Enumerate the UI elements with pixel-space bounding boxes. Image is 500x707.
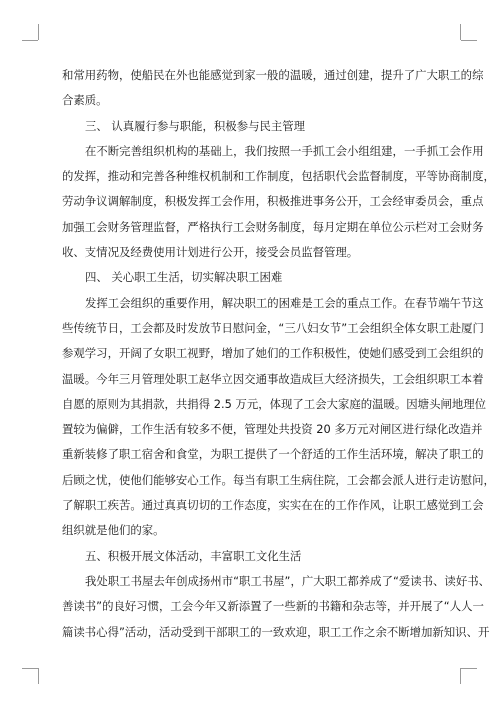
body-text-line: 温暖。今年三月管理处职工赵华立因交通事故造成巨大经济损失，工会组织职工本着	[62, 371, 484, 386]
body-text-line: 些传统节日，工会都及时发放节日慰问金，“三八妇女节”工会组织全体女职工赴厦门	[62, 320, 484, 335]
body-text-line: 了解职工疾苦。通过真真切切的工作态度，实实在在的工作作风，让职工感觉到工会	[62, 498, 484, 513]
body-text-line: 劳动争议调解制度，积极发挥工会作用，积极推进事务公开，工会经审委员会，重点	[62, 194, 484, 209]
body-text-line: 和常用药物，使船民在外也能感觉到家一般的温暖，通过创建，提升了广大职工的综	[62, 68, 484, 82]
body-text-line: 自愿的原则为其捐款，共捐得 2.5 万元，体现了工会大家庭的温暖。因塘头闸地理位	[62, 396, 487, 411]
crop-mark-top-left-vertical	[38, 24, 39, 40]
body-text-line: 重新装修了职工宿舍和食堂，为职工提供了一个舒适的工作生活环境，解决了职工的	[62, 447, 484, 462]
body-text-line: 篇读书心得”活动，活动受到干部职工的一致欢迎，职工工作之余不断增加新知识、开	[62, 624, 490, 639]
section-heading: 三、 认真履行参与职能，积极参与民主管理	[85, 118, 306, 133]
body-text-line: 收、支情况及经费使用计划进行公开，接受会员监督管理。	[62, 245, 359, 260]
crop-mark-bottom-left-horizontal	[22, 668, 38, 669]
body-text-line: 加强工会财务管理监督，严格执行工会财务制度，每月定期在单位公示栏对工会财务	[62, 219, 484, 234]
crop-mark-bottom-right-horizontal	[461, 668, 477, 669]
section-heading: 五、积极开展文体活动，丰富职工文化生活	[85, 548, 302, 563]
body-text-line: 在不断完善组织机构的基础上，我们按照一手抓工会小组组建，一手抓工会作用	[85, 143, 484, 158]
crop-mark-top-right-horizontal	[461, 40, 477, 41]
body-text-line: 后顾之忧，使他们能够安心工作。每当有职工生病住院，工会都会派人进行走访慰问，	[62, 472, 495, 487]
crop-mark-bottom-left-vertical	[38, 668, 39, 684]
section-heading: 四、 关心职工生活，切实解决职工困难	[85, 270, 283, 285]
body-text-line: 发挥工会组织的重要作用，解决职工的困难是工会的重点工作。在春节端午节这	[85, 295, 484, 310]
body-text-line: 合素质。	[62, 93, 108, 108]
body-text-line: 参观学习，开阔了女职工视野，增加了她们的工作积极性，使她们感受到工会组织的	[62, 346, 484, 361]
body-text-line: 置较为偏僻，工作生活有较多不便，管理处共投资 20 多万元对闸区进行绿化改造并	[62, 422, 483, 437]
body-text-line: 善读书”的良好习惯，工会今年又新添置了一些新的书籍和杂志等，并开展了“人人一	[62, 599, 484, 614]
document-body	[62, 63, 495, 645]
crop-mark-top-right-vertical	[460, 24, 461, 40]
body-text-line: 我处职工书屋去年创成扬州市“职工书屋”，广大职工都养成了“爱读书、读好书、	[85, 573, 490, 588]
body-text-line: 的发挥，推动和完善各种维权机制和工作制度，包括职代会监督制度，平等协商制度，	[62, 169, 495, 184]
crop-mark-bottom-right-vertical	[460, 668, 461, 684]
crop-mark-top-left-horizontal	[22, 40, 38, 41]
body-text-line: 组织就是他们的家。	[62, 523, 165, 538]
